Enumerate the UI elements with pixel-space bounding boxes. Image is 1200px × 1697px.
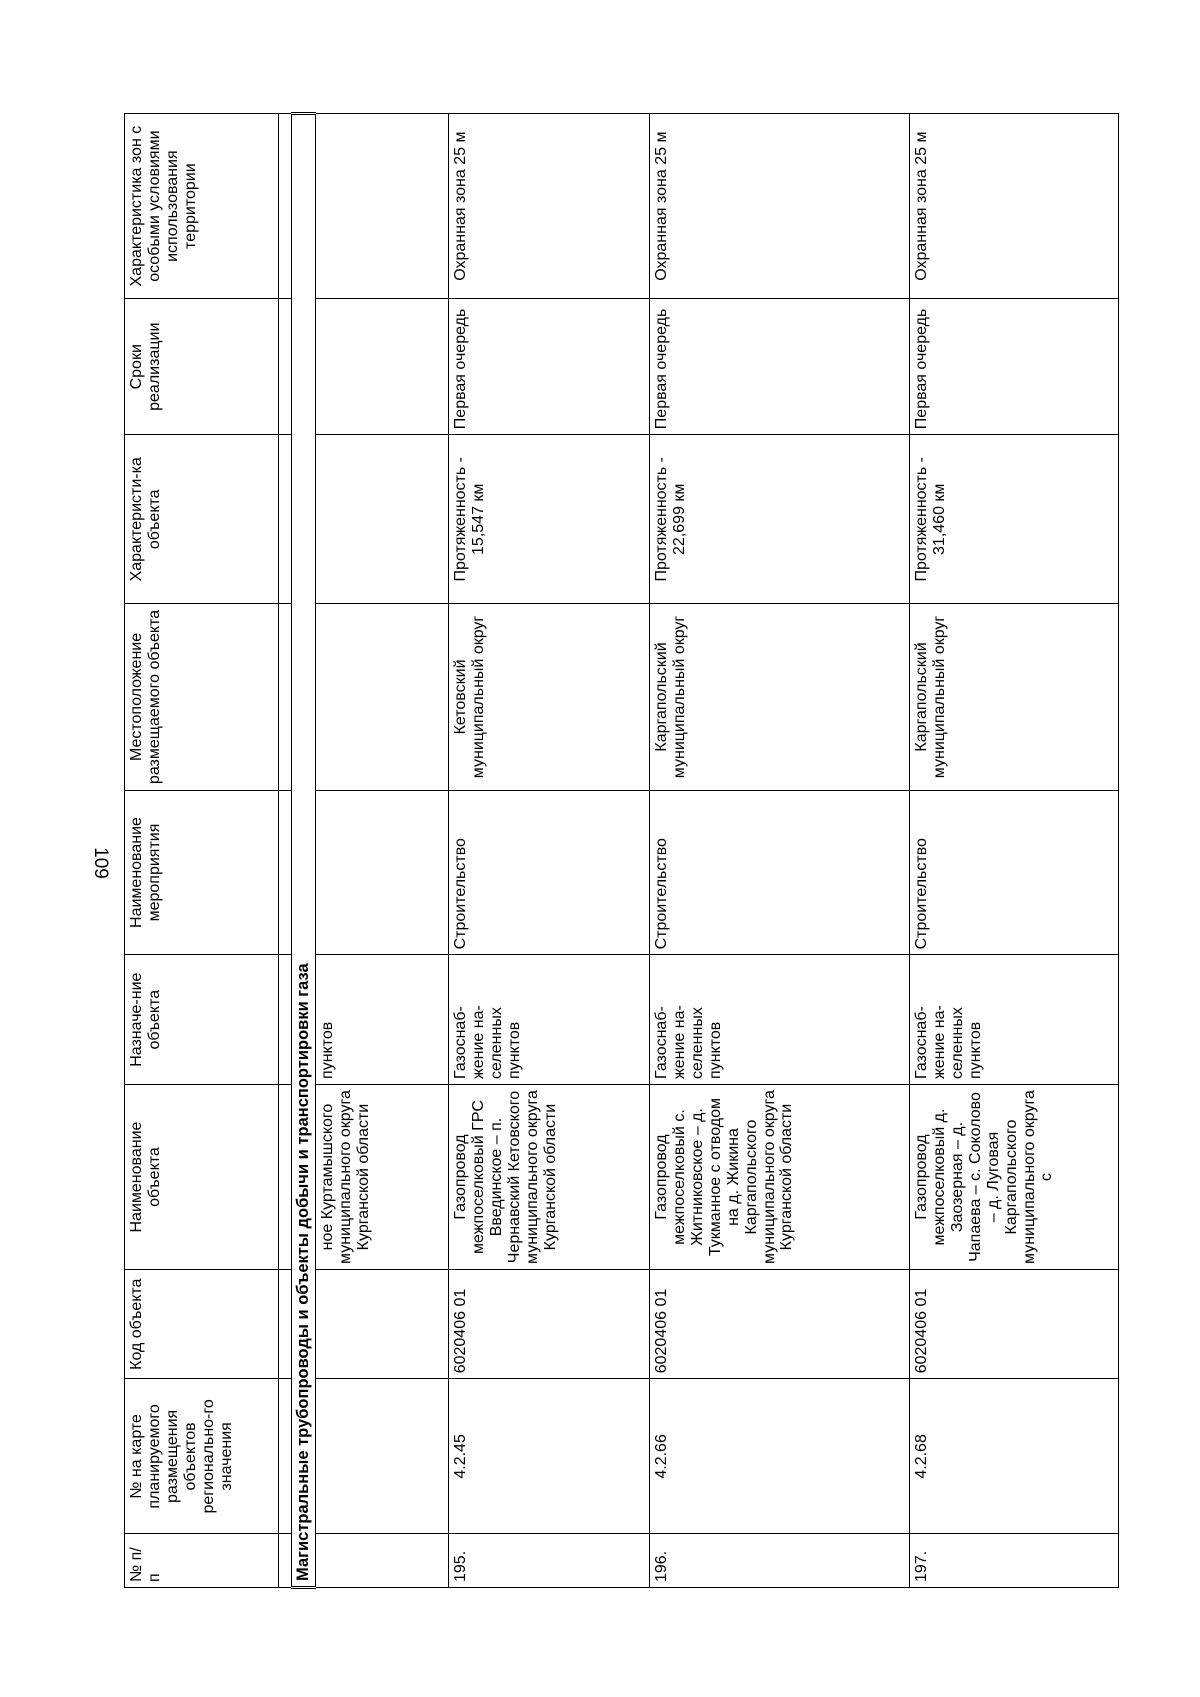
header-row — [125, 114, 279, 1588]
header-num: № п/п — [125, 1534, 279, 1588]
blank-cell — [278, 1379, 291, 1534]
row-location: Каргапольский муниципальный округ — [910, 604, 1119, 790]
row-name: Газопровод межпоселковый ГРС Введинское – п. Чернавский Кетовского муниципального округа Курганской области — [449, 1084, 650, 1269]
header-location: Местоположение размещаемого объекта — [125, 604, 279, 790]
row-zone: Охранная зона 25 м — [910, 114, 1119, 299]
page-number: 109 — [90, 847, 111, 879]
blank-cell — [278, 114, 291, 299]
row-code: 6020406 01 — [449, 1270, 650, 1379]
row-zone: Охранная зона 25 м — [449, 114, 650, 299]
row-characteristics: Протяженность - 22,699 км — [650, 435, 910, 604]
row-map-num: 4.2.45 — [449, 1379, 650, 1534]
blank-cell — [316, 435, 449, 604]
row-purpose: Газоснаб-жение на-селенных пунктов — [449, 955, 650, 1085]
row-map-num: 4.2.66 — [650, 1379, 910, 1534]
blank-cell — [278, 299, 291, 435]
blank-cell — [278, 1270, 291, 1379]
row-action: Строительство — [650, 790, 910, 955]
row-purpose: Газоснаб-жение на-селенных пунктов — [910, 955, 1119, 1085]
objects-table — [124, 112, 1119, 1589]
rotated-table-frame — [124, 112, 1119, 1589]
blank-cell — [278, 1534, 291, 1588]
row-term: Первая очередь — [910, 299, 1119, 435]
header-name: Наименование объекта — [125, 1084, 279, 1269]
row-action: Строительство — [449, 790, 650, 955]
table-row — [910, 114, 1119, 1588]
row-purpose: Газоснаб-жение на-селенных пунктов — [650, 955, 910, 1085]
blank-cell — [316, 1270, 449, 1379]
blank-cell — [278, 435, 291, 604]
section-row — [291, 114, 316, 1588]
header-characteristics: Характеристи-ка объекта — [125, 435, 279, 604]
row-characteristics: Протяженность - 31,460 км — [910, 435, 1119, 604]
continuation-row — [316, 114, 449, 1588]
blank-cell — [316, 114, 449, 299]
blank-cell — [278, 790, 291, 955]
row-num: 195. — [449, 1534, 650, 1588]
continuation-purpose: пунктов — [316, 955, 449, 1085]
row-term: Первая очередь — [650, 299, 910, 435]
row-location: Кетовский муниципальный округ — [449, 604, 650, 790]
row-num: 197. — [910, 1534, 1119, 1588]
row-name: Газопровод межпоселковый с. Житниковское – д. Тукманное с отводом на д. Жикина Каргапольского муниципального округа Курганской области — [650, 1084, 910, 1269]
blank-cell — [316, 604, 449, 790]
row-term: Первая очередь — [449, 299, 650, 435]
header-purpose: Назначе-ние объекта — [125, 955, 279, 1085]
blank-cell — [316, 299, 449, 435]
row-num: 196. — [650, 1534, 910, 1588]
row-name: Газопровод межпоселковый д. Заозерная – д. Чапаева – с. Соколово – д. Луговая Каргапольского муниципального округа с — [910, 1084, 1119, 1269]
row-code: 6020406 01 — [910, 1270, 1119, 1379]
continuation-name: ное Куртамышского муниципального округа Курганской области — [316, 1084, 449, 1269]
blank-cell — [278, 604, 291, 790]
table-row — [449, 114, 650, 1588]
row-zone: Охранная зона 25 м — [650, 114, 910, 299]
header-code: Код объекта — [125, 1270, 279, 1379]
blank-cell — [316, 1379, 449, 1534]
header-map-num: № на карте планируемого размещения объектов регионально-го значения — [125, 1379, 279, 1534]
row-characteristics: Протяженность - 15,547 км — [449, 435, 650, 604]
blank-cell — [278, 1084, 291, 1269]
header-zone: Характеристика зон с особыми условиями использования территории — [125, 114, 279, 299]
section-title: Магистральные трубопроводы и объекты добычи и транспортировки газа — [291, 114, 316, 1588]
blank-cell — [316, 1534, 449, 1588]
row-location: Каргапольский муниципальный округ — [650, 604, 910, 790]
header-action: Наименование мероприятия — [125, 790, 279, 955]
row-code: 6020406 01 — [650, 1270, 910, 1379]
blank-cell — [316, 790, 449, 955]
header-term: Сроки реализации — [125, 299, 279, 435]
row-action: Строительство — [910, 790, 1119, 955]
table-container — [124, 112, 1119, 1589]
blank-strip-row — [278, 114, 291, 1588]
table-row — [650, 114, 910, 1588]
blank-cell — [278, 955, 291, 1085]
row-map-num: 4.2.68 — [910, 1379, 1119, 1534]
